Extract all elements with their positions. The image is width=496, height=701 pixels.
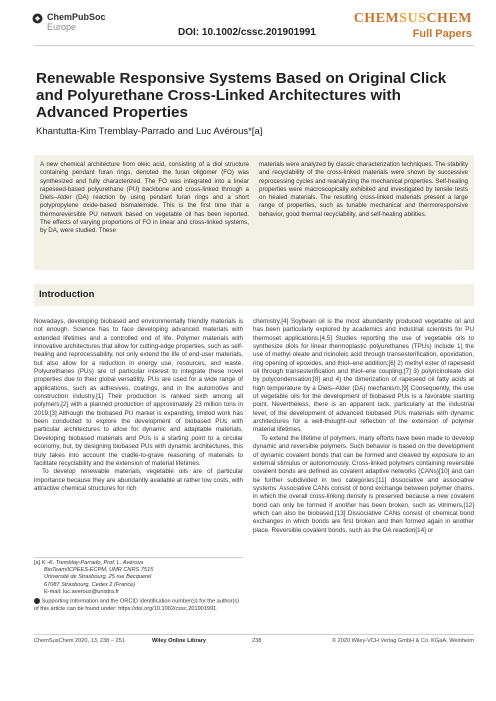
abstract-panel — [34, 155, 474, 270]
body-left-column — [34, 318, 243, 493]
publisher-region: Europe — [47, 22, 77, 32]
footnote-names: K.-K. Tremblay-Parrado, Prof. L. Avérous — [41, 560, 144, 566]
journal-name — [354, 11, 472, 27]
journal-name-pre: CHEM — [353, 11, 400, 26]
supporting-info[interactable]: Supporting Information and the ORCID identification number(s) for the author(s) of this article can be found under: https://doi.org/10.1002/cssc.201901991. — [34, 598, 239, 612]
abstract-left-column: A new chemical architecture from oleic acid, consisting of a diol structure containing pendant furan rings, denoted the furan oligomer (FO) was synthesized and fully characterized. The FO was integrated into a linear rapeseed-based polyurethane (PU) backbone and cross-linked through a Diels–Alder (DA) reaction by using pendant furan rings and a short polypropylene oxide-based bismaleimide. This is the first time that a thermoreversible PU network based on vegetable oil has been reported. The effects of varying proportions of FO in linear and cross-linked systems, by DA, were studied. These — [40, 161, 249, 235]
article-authors: Khantutta-Kim Tremblay-Parrado and Luc Avérous*[a] — [36, 126, 263, 137]
publisher-logo — [34, 12, 106, 32]
page-header — [0, 0, 496, 44]
footnote-label: [a] — [34, 560, 41, 566]
publisher-name: ChemPubSoc — [47, 12, 106, 22]
journal-name-post: CHEM — [426, 11, 472, 26]
chempubsoc-logo-icon — [32, 13, 43, 24]
page-number: 238 — [252, 638, 262, 644]
body-paragraph: Nowadays, developing biobased and environmentally friendly materials is not enough. Science has to face developing advanced materials with extended lifetimes and a controlled end of life. Polymer materials with innovative architectures that allow for cutting-edge properties, such as self-healing and reprocessability, not only extend the life of end-user materials, but also allow for a reduction in energy use, resources, and waste. Polyurethanes (PUs) are of particular interest to integrate these novel properties due to their global versatility. PUs are used for a wide range of applications, such as adhesives, coatings, and in the automotive and construction industry.[1] Their production is ranked sixth among all polymers,[2] with a planned production of approximately 23 million tons in 2019.[3] Although the biobased PU market is expanding, limited work has been conducted to explore the development of biobased PUs with particular architectures to allow for dynamic and adaptable materials. Developing biobased materials and PUs is a starting point to a circular economy, but, by designing biobased PUs with dynamic architectures, this truly takes into account the cradle-to-grave reasoning of materials to facilitate recyclability and the extension of material lifetimes. — [34, 318, 243, 467]
body-paragraph: To extend the lifetime of polymers, many efforts have been made to develop dynamic and reversible polymers. Such behavior is based on the development of dynamic covalent bonds that can be formed and cleaved by exposure to an external stimulus or autonomously. Cross-linked polymers containing reversible covalent bonds are defined as covalent adaptive networks (CANs)[10] and can be further subdivided in two categories:[11] dissociative and associative systems. Associative CANs consist of bond exchange between polymer chains, in which the overall cross-linking density is preserved because a new covalent bond can only be formed if another has been broken, such as vitrimers,[12] which can also be biobased.[13] Dissociative CANs consist of chemical bond exchanges in which bonds are first broken and then formed again in another place. Reversible covalent bonds, such as the DA reaction[14] or — [253, 434, 474, 534]
journal-branding — [354, 11, 472, 40]
footnote-address-line: BioTeam/ICPEES-ECPM, UMR CNRS 7515 — [44, 567, 154, 574]
doi-label: DOI: 10.1002/cssc.201901991 — [178, 27, 316, 38]
section-heading-bar — [34, 284, 474, 306]
footer-copyright: © 2020 Wiley-VCH Verlag GmbH & Co. KGaA, Weinheim — [331, 638, 474, 644]
footnote-divider — [34, 557, 243, 558]
footnote-address-line: 67087 Strasbourg, Cedex 2 (France) — [44, 581, 136, 588]
journal-name-mid: SUS — [399, 11, 427, 26]
section-heading: Introduction — [39, 289, 95, 300]
article-title: Renewable Responsive Systems Based on Original Click and Polyurethane Cross-Linked Architectures with Advanced Properties — [36, 70, 447, 121]
header-divider — [34, 45, 474, 46]
footer-wiley-link[interactable]: Wiley Online Library — [152, 638, 207, 644]
body-paragraph: To develop renewable materials, vegetable oils are of particular importance because they are abundantly available at rather low costs, with attractive chemical structures for rich — [34, 468, 243, 492]
footer-divider — [34, 634, 474, 635]
affiliation-footnote — [34, 560, 243, 613]
abstract-right-column: materials were analyzed by classic characterization techniques. The stability and recyclability of the cross-linked materials were shown by successive reprocessing cycles and reanalyzing the mechanical properties. Self-healing properties were macroscopically exhibited and investigated by tensile tests on healed materials. The resulting cross-linked materials present a large range of properties, such as tunable mechanical and thermoresponsive behavior, good thermal recyclability, and self-healing abilities. — [259, 161, 468, 218]
footnote-address-line: Université de Strasbourg, 25 rue Becquerel — [44, 574, 152, 581]
body-right-column — [253, 318, 474, 535]
orcid-icon — [34, 598, 40, 604]
article-type: Full Papers — [412, 28, 472, 40]
footnote-email[interactable]: E-mail: luc.averous@unistra.fr — [44, 588, 120, 595]
body-paragraph: chemistry.[4] Soybean oil is the most abundantly produced vegetable oil and has been particularly explored by academics and industrial scientists for PU thermoset applications.[4,5] Studies reporting the use of vegetable oils to synthesize diols for linear thermoplastic polyurethanes (TPUs) include 1) the use of methyl oleate and ricinoleic acid through transesterification, epoxidation, ring opening of epoxides, and thiol–ene addition;[6] 2) methyl ester of rapeseed oil through transesterification and thiol–ene coupling;[7] 3) polyricinoleate diol by polycondensation;[8] and 4) the dimerization of rapeseed oil fatty acids at high temperature by a Diels–Alder (DA) mechanism.[9] Consequently, the use of vegetable oils for the development of biobased PUs is a favorable starting point. Nevertheless, there is an apparent lack, particularly at the industrial level, of the development of advanced biobased PUs materials with dynamic architectures for a well-thought-out reflection of the extension of polymer material lifetimes. — [253, 318, 474, 434]
footer-citation: ChemSusChem 2020, 13, 238 – 251 — [34, 638, 125, 644]
